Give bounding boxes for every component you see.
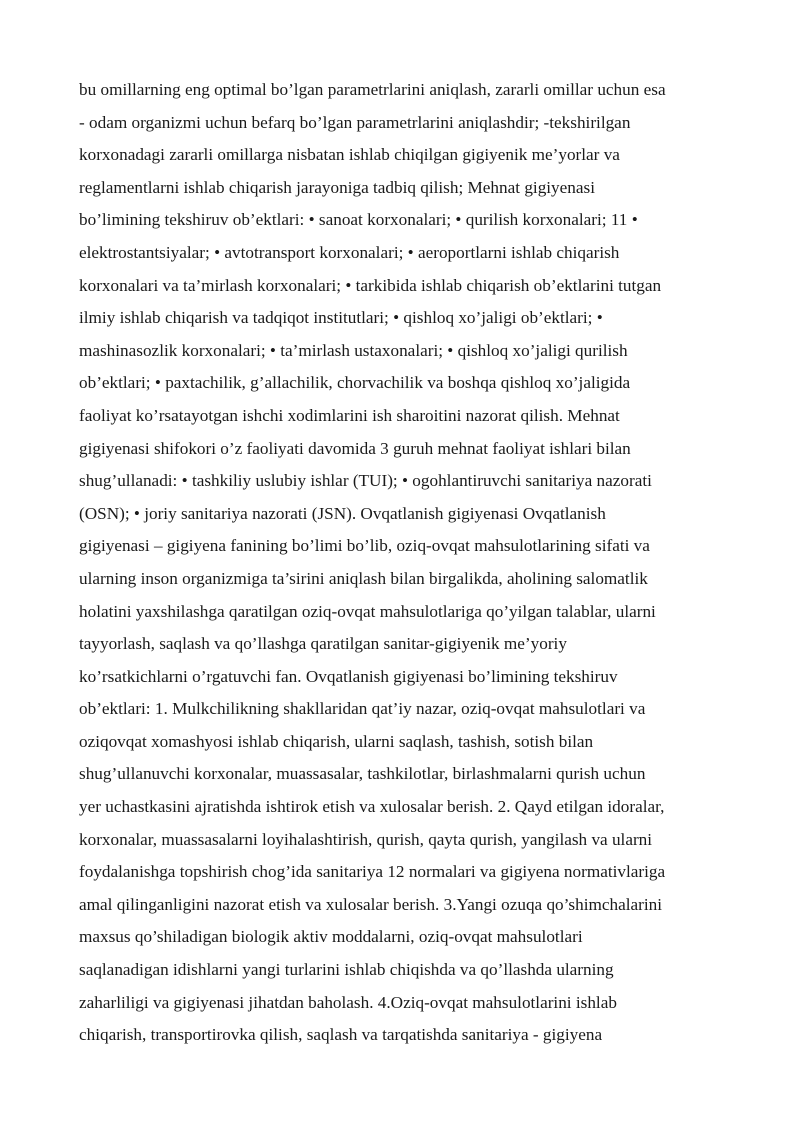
text-line: holatini yaxshilashga qaratilgan oziq-ovqat mahsulotlariga qo’yilgan talablar, ularni — [79, 601, 656, 621]
text-line: (OSN); • joriy sanitariya nazorati (JSN). Ovqatlanish gigiyenasi Ovqatlanish — [79, 503, 606, 523]
text-line: korxonadagi zararli omillarga nisbatan ishlab chiqilgan gigiyenik me’yorlar va — [79, 145, 620, 165]
text-line: ob’ektlari: 1. Mulkchilikning shakllaridan qat’iy nazar, oziq-ovqat mahsulotlari va — [79, 699, 646, 719]
text-line: shug’ullanadi: • tashkiliy uslubiy ishlar (TUI); • ogohlantiruvchi sanitariya nazorati — [79, 471, 652, 491]
text-line: oziqovqat xomashyosi ishlab chiqarish, ularni saqlash, tashish, sotish bilan — [79, 731, 594, 751]
text-line: faoliyat ko’rsatayotgan ishchi xodimlarini ish sharoitini nazorat qilish. Mehnat — [79, 405, 620, 425]
text-line: - odam organizmi uchun befarq bo’lgan parametrlarini aniqlashdir; -tekshirilgan — [79, 112, 631, 132]
text-line: ko’rsatkichlarni o’rgatuvchi fan. Ovqatlanish gigiyenasi bo’limining tekshiruv — [79, 666, 618, 686]
text-line: zaharliligi va gigiyenasi jihatdan baholash. 4.Oziq-ovqat mahsulotlarini ishlab — [79, 992, 617, 1012]
text-line: shug’ullanuvchi korxonalar, muassasalar, tashkilotlar, birlashmalarni qurish uchun — [79, 764, 646, 784]
text-line: bu omillarning eng optimal bo’lgan parametrlarini aniqlash, zararli omillar uchun esa — [79, 80, 666, 99]
text-line: amal qilinganligini nazorat etish va xulosalar berish. 3.Yangi ozuqa qo’shimchalarini — [79, 894, 662, 914]
text-line: tayyorlash, saqlash va qo’llashga qaratilgan sanitar-gigiyenik me’yoriy — [79, 634, 567, 654]
body-text — [79, 74, 729, 1052]
text-line: reglamentlarni ishlab chiqarish jarayoniga tadbiq qilish; Mehnat gigiyenasi — [79, 177, 595, 197]
text-line: ob’ektlari; • paxtachilik, g’allachilik, chorvachilik va boshqa qishloq xo’jaligida — [79, 373, 631, 393]
text-line: foydalanishga topshirish chog’ida sanitariya 12 normalari va gigiyena normativlariga — [79, 862, 666, 882]
text-line: maxsus qo’shiladigan biologik aktiv moddalarni, oziq-ovqat mahsulotlari — [79, 927, 583, 947]
text-line: gigiyenasi – gigiyena fanining bo’limi bo’lib, oziq-ovqat mahsulotlarining sifati va — [79, 536, 650, 556]
text-line: ilmiy ishlab chiqarish va tadqiqot institutlari; • qishloq xo’jaligi ob’ektlari; • — [79, 308, 603, 328]
text-line: elektrostantsiyalar; • avtotransport korxonalari; • aeroportlarni ishlab chiqarish — [79, 242, 620, 262]
text-line: yer uchastkasini ajratishda ishtirok etish va xulosalar berish. 2. Qayd etilgan idoralar, — [79, 797, 665, 817]
text-line: korxonalari va ta’mirlash korxonalari; • tarkibida ishlab chiqarish ob’ektlarini tutgan — [79, 275, 662, 295]
text-line: gigiyenasi shifokori o’z faoliyati davomida 3 guruh mehnat faoliyat ishlari bilan — [79, 438, 631, 458]
text-line: ularning inson organizmiga ta’sirini aniqlash bilan birgalikda, aholining salomatlik — [79, 568, 648, 588]
text-line: saqlanadigan idishlarni yangi turlarini ishlab chiqishda va qo’llashda ularning — [79, 960, 614, 980]
text-line: bo’limining tekshiruv ob’ektlari: • sanoat korxonalari; • qurilish korxonalari; 11 • — [79, 210, 638, 230]
text-line: korxonalar, muassasalarni loyihalashtirish, qurish, qayta qurish, yangilash va ularni — [79, 829, 653, 849]
text-line: mashinasozlik korxonalari; • ta’mirlash ustaxonalari; • qishloq xo’jaligi qurilish — [79, 340, 628, 360]
text-line: chiqarish, transportirovka qilish, saqlash va tarqatishda sanitariya - gigiyena — [79, 1025, 603, 1045]
